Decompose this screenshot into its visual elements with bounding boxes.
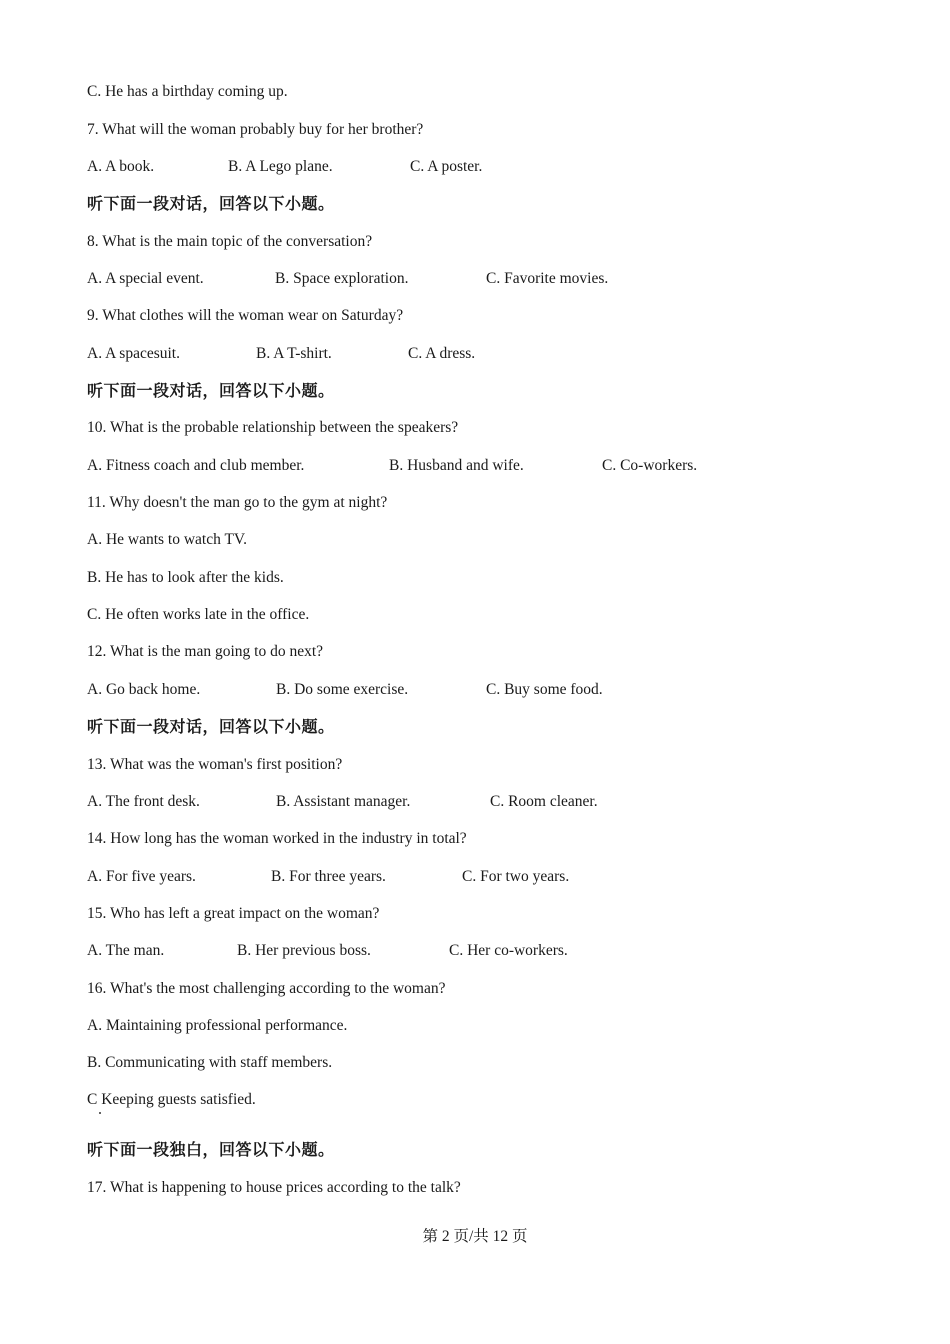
answer-option: C. Favorite movies. [486, 270, 609, 287]
text-line: 9. What clothes will the woman wear on Saturday? [87, 307, 404, 324]
text-line: 14. How long has the woman worked in the industry in total? [87, 830, 467, 847]
answer-option: B. Space exploration. [275, 270, 409, 287]
text-line: 8. What is the main topic of the conversation? [87, 233, 373, 250]
answer-option: A. The man. [87, 942, 165, 959]
page-footer: 第 2 页/共 12 页 [422, 1228, 528, 1245]
text-line: 17. What is happening to house prices according to the talk? [87, 1179, 461, 1196]
answer-option: C. A dress. [408, 345, 476, 362]
options-row [87, 456, 847, 476]
options-row [87, 344, 847, 364]
options-row [87, 680, 847, 700]
text-line: 13. What was the woman's first position? [87, 756, 343, 773]
options-row [87, 269, 847, 289]
answer-option: B. Do some exercise. [276, 681, 409, 698]
options-row [87, 941, 847, 961]
text-line: A. Maintaining professional performance. [87, 1017, 348, 1034]
answer-option: A. A spacesuit. [87, 345, 180, 362]
options-row [87, 157, 847, 177]
answer-option: A. Fitness coach and club member. [87, 457, 305, 474]
text-line: B. Communicating with staff members. [87, 1054, 333, 1071]
text-line: 15. Who has left a great impact on the woman? [87, 905, 380, 922]
text-line: 12. What is the man going to do next? [87, 643, 324, 660]
answer-option: C. Room cleaner. [490, 793, 598, 810]
text-line: C. He has a birthday coming up. [87, 83, 288, 100]
answer-option: A. Go back home. [87, 681, 201, 698]
section-heading: 听下面一段独白，回答以下小题。 [87, 1140, 335, 1159]
section-heading: 听下面一段对话，回答以下小题。 [87, 194, 335, 213]
answer-option: B. For three years. [271, 868, 386, 885]
options-row [87, 792, 847, 812]
answer-option: C. For two years. [462, 868, 570, 885]
text-line: 16. What's the most challenging according to the woman? [87, 980, 446, 997]
answer-option: B. A Lego plane. [228, 158, 333, 175]
answer-option: A. A book. [87, 158, 155, 175]
text-line: A. He wants to watch TV. [87, 531, 248, 548]
answer-option: C. Her co-workers. [449, 942, 568, 959]
text-line: B. He has to look after the kids. [87, 569, 284, 586]
answer-option: A. For five years. [87, 868, 196, 885]
text-line: 11. Why doesn't the man go to the gym at night? [87, 494, 388, 511]
answer-option: B. A T-shirt. [256, 345, 332, 362]
answer-option: B. Assistant manager. [276, 793, 411, 810]
answer-option: C. Buy some food. [486, 681, 603, 698]
answer-option: C. A poster. [410, 158, 483, 175]
answer-option: C. Co-workers. [602, 457, 698, 474]
answer-option: B. Husband and wife. [389, 457, 524, 474]
answer-option: A. A special event. [87, 270, 204, 287]
text-line: C. He often works late in the office. [87, 606, 310, 623]
text-line: 10. What is the probable relationship between the speakers? [87, 419, 459, 436]
section-heading: 听下面一段对话，回答以下小题。 [87, 381, 335, 400]
stray-dot-mark [99, 1112, 101, 1114]
section-heading: 听下面一段对话，回答以下小题。 [87, 717, 335, 736]
answer-option: A. The front desk. [87, 793, 200, 810]
text-line: C Keeping guests satisfied. [87, 1091, 256, 1108]
text-line: 7. What will the woman probably buy for her brother? [87, 121, 424, 138]
options-row [87, 867, 847, 887]
answer-option: B. Her previous boss. [237, 942, 371, 959]
